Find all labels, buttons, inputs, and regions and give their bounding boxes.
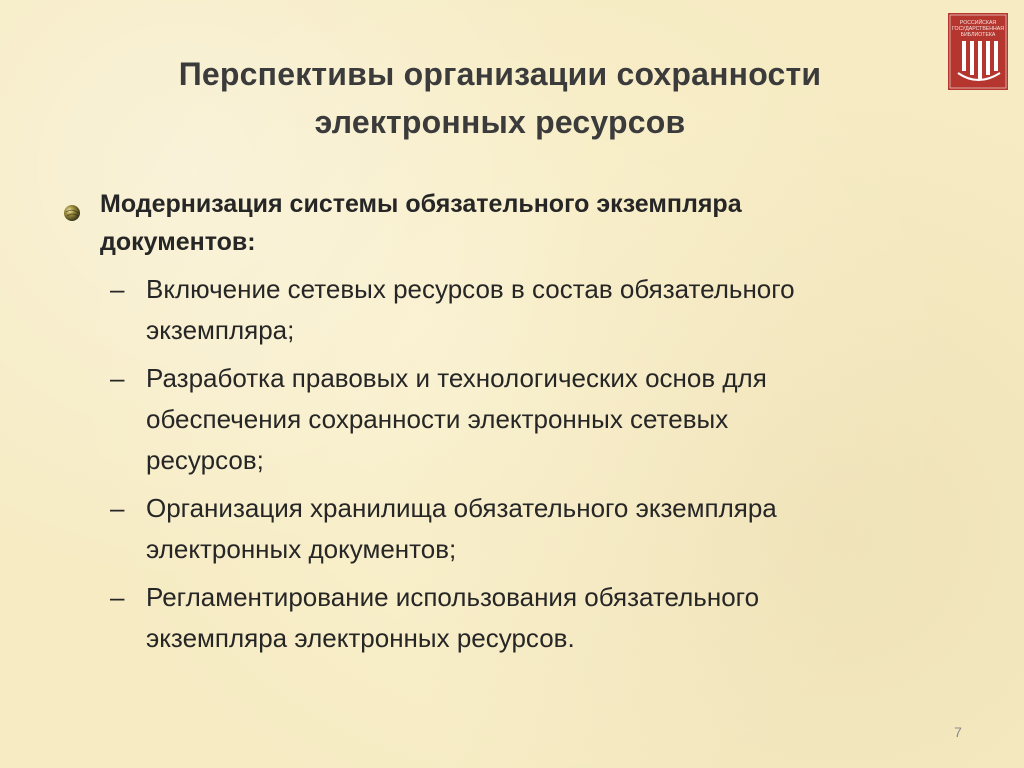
dash-marker: – [110,493,125,523]
main-point-line-1: Модернизация системы обязательного экземпляра [100,190,742,218]
sub-point-4-line-1: Регламентирование использования обязательного [146,582,760,612]
dash-marker: – [110,363,125,393]
page-number: 7 [954,724,962,740]
sphere-bullet-icon [62,196,82,216]
slide-title [90,50,910,146]
sub-point-2-line-3: ресурсов; [146,445,264,475]
dash-marker: – [110,274,125,304]
main-point-line-2: документов: [100,228,256,256]
sub-point-1 [58,269,958,351]
title-line-2: электронных ресурсов [314,104,686,140]
sub-point-4-line-2: экземпляра электронных ресурсов. [146,623,575,653]
sub-point-3-line-2: электронных документов; [146,534,457,564]
sub-point-2-line-1: Разработка правовых и технологических основ для [146,363,767,393]
slide-content [58,185,958,666]
title-line-1: Перспективы организации сохранности [178,56,822,92]
sub-point-1-line-1: Включение сетевых ресурсов в состав обязательного [146,274,795,304]
sub-point-4 [58,577,958,659]
sub-point-1-line-2: экземпляра; [146,315,295,345]
sub-point-2 [58,358,958,481]
sub-point-list [58,269,958,659]
dash-marker: – [110,582,125,612]
logo-text-3: БИБЛИОТЕКА [960,32,996,38]
logo-text-2: ГОСУДАРСТВЕННАЯ [952,26,1004,32]
sub-point-3-line-1: Организация хранилища обязательного экземпляра [146,493,777,523]
library-logo-icon [948,13,1008,90]
sub-point-2-line-2: обеспечения сохранности электронных сетевых [146,404,729,434]
logo-text-1: РОССИЙСКАЯ [959,20,997,26]
sub-point-3 [58,488,958,570]
main-bullet-point [58,185,958,261]
